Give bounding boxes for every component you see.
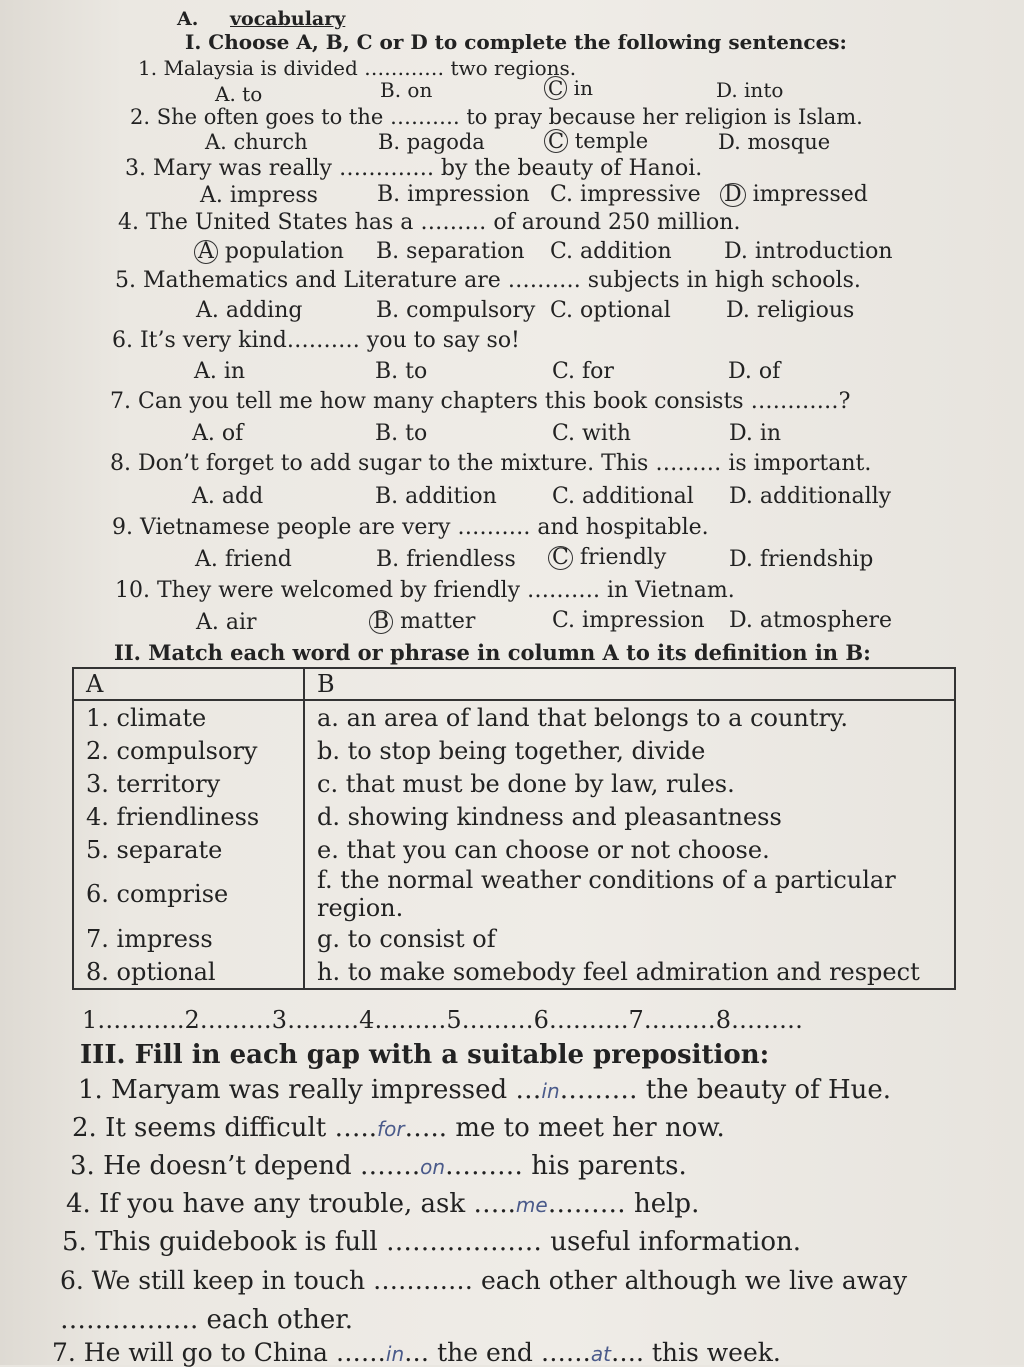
q2-option-a[interactable]: A. church [205,130,308,154]
fill-item-1: 1. Maryam was really impressed …in……… the beauty of Hue. [78,1075,892,1105]
q10-option-a[interactable]: A. air [196,610,257,635]
q3-option-d[interactable]: D impressed [720,182,868,207]
q8-option-a[interactable]: A. add [192,484,264,509]
question-10: 10. They were welcomed by friendly ………. in Vietnam. [115,578,735,603]
q10-option-c[interactable]: C. impression [552,608,705,633]
handwritten-answer[interactable]: at [590,1342,611,1366]
q8-option-c[interactable]: C. additional [552,484,694,509]
match-answer-line[interactable]: 1………..2………3………4………5………6……….7………8……… [82,1006,804,1034]
answer-circle: C [544,129,568,153]
q9-option-b[interactable]: B. friendless [376,547,516,572]
q3-option-c[interactable]: C. impressive [550,182,701,207]
fill-item-7: 7. He will go to China ……in… the end ……at…. this week. [52,1338,781,1367]
fill-item-5: 5. This guidebook is full ……………… useful information. [62,1227,802,1257]
handwritten-answer[interactable]: for [377,1117,405,1141]
q3-option-a[interactable]: A. impress [200,183,318,208]
section-title: vocabulary [230,8,346,30]
column-a-cell: 6. comprise [73,866,304,922]
answer-circle: A [194,240,218,264]
fill-item-3: 3. He doesn’t depend …….on……… his parents. [70,1151,687,1181]
question-8: 8. Don’t forget to add sugar to the mixture. This ……… is important. [110,451,872,476]
q6-option-c[interactable]: C. for [552,359,614,384]
column-a-header: A [73,668,304,700]
column-a-cell: 1. climate [73,700,304,734]
part2-heading: II. Match each word or phrase in column A to its definition in B: [114,640,871,665]
question-3: 3. Mary was really …………. by the beauty of Hanoi. [125,156,703,181]
q4-option-a[interactable]: A population [194,239,344,264]
column-b-cell: b. to stop being together, divide [304,734,955,767]
column-b-cell: h. to make somebody feel admiration and respect [304,955,955,989]
q1-option-b[interactable]: B. on [380,78,433,102]
q7-option-d[interactable]: D. in [729,421,782,446]
q1-option-d[interactable]: D. into [716,78,784,102]
q2-option-d[interactable]: D. mosque [718,130,831,154]
q2-option-c[interactable]: C temple [544,129,648,153]
question-1: 1. Malaysia is divided ………… two regions. [138,56,577,80]
question-6: 6. It’s very kind………. you to say so! [112,328,520,353]
column-a-cell: 4. friendliness [73,800,304,833]
handwritten-answer[interactable]: me [515,1193,548,1217]
question-4: 4. The United States has a ……… of around 250 million. [118,210,741,235]
handwritten-answer[interactable]: on [420,1155,446,1179]
column-b-cell: a. an area of land that belongs to a country. [304,700,955,734]
column-b-cell: e. that you can choose or not choose. [304,833,955,866]
table-row [73,922,955,955]
q6-option-b[interactable]: B. to [375,359,428,384]
table-row [73,800,955,833]
question-5: 5. Mathematics and Literature are ………. subjects in high schools. [115,268,861,293]
table-header-row [73,668,955,700]
fill-item-2: 2. It seems difficult …..for….. me to meet her now. [72,1113,725,1143]
answer-circle: C [544,76,567,100]
q9-option-c[interactable]: C friendly [548,545,666,570]
q10-option-b[interactable]: B matter [369,609,475,634]
column-b-cell: f. the normal weather conditions of a particular region. [304,866,955,922]
question-2: 2. She often goes to the ………. to pray because her religion is Islam. [130,105,863,129]
q8-option-d[interactable]: D. additionally [729,484,892,509]
column-b-header: B [304,668,955,700]
answer-circle: D [720,183,746,207]
column-b-cell: g. to consist of [304,922,955,955]
q1-option-c[interactable]: C in [544,76,593,100]
table-row [73,734,955,767]
q6-option-d[interactable]: D. of [728,359,781,384]
q3-option-b[interactable]: B. impression [377,182,530,207]
q9-option-a[interactable]: A. friend [195,547,292,572]
q5-option-d[interactable]: D. religious [726,298,855,323]
column-a-cell: 2. compulsory [73,734,304,767]
q7-option-b[interactable]: B. to [375,421,428,446]
column-b-cell: c. that must be done by law, rules. [304,767,955,800]
question-7: 7. Can you tell me how many chapters this book consists …………? [110,389,851,414]
fill-item-6-continued: ……………. each other. [60,1305,354,1335]
fill-item-4: 4. If you have any trouble, ask …..me……… help. [66,1189,700,1219]
fill-item-6: 6. We still keep in touch ………… each other although we live away [60,1266,908,1295]
answer-circle: C [548,546,573,570]
q9-option-d[interactable]: D. friendship [729,547,874,572]
table-row [73,700,955,734]
table-row [73,955,955,989]
part1-heading: I. Choose A, B, C or D to complete the following sentences: [185,30,847,54]
table-row [73,833,955,866]
handwritten-answer[interactable]: in [541,1079,560,1103]
q5-option-a[interactable]: A. adding [196,298,303,323]
q2-option-b[interactable]: B. pagoda [378,130,485,154]
handwritten-answer[interactable]: in [385,1342,405,1366]
table-row [73,767,955,800]
answer-circle: B [369,610,393,634]
column-b-cell: d. showing kindness and pleasantness [304,800,955,833]
q8-option-b[interactable]: B. addition [375,484,497,509]
q7-option-c[interactable]: C. with [552,421,631,446]
section-letter: A. [177,8,199,30]
q10-option-d[interactable]: D. atmosphere [729,608,893,633]
matching-table [72,667,956,990]
column-a-cell: 8. optional [73,955,304,989]
q4-option-c[interactable]: C. addition [550,239,672,264]
table-row [73,866,955,922]
part3-heading: III. Fill in each gap with a suitable preposition: [80,1040,770,1070]
question-9: 9. Vietnamese people are very ………. and hospitable. [112,515,709,540]
column-a-cell: 5. separate [73,833,304,866]
q1-option-a[interactable]: A. to [215,82,263,106]
q7-option-a[interactable]: A. of [192,421,244,446]
column-a-cell: 7. impress [73,922,304,955]
q4-option-d[interactable]: D. introduction [724,239,893,264]
q6-option-a[interactable]: A. in [194,359,246,384]
q4-option-b[interactable]: B. separation [376,239,525,264]
q5-option-c[interactable]: C. optional [550,298,671,323]
column-a-cell: 3. territory [73,767,304,800]
q5-option-b[interactable]: B. compulsory [376,298,536,323]
